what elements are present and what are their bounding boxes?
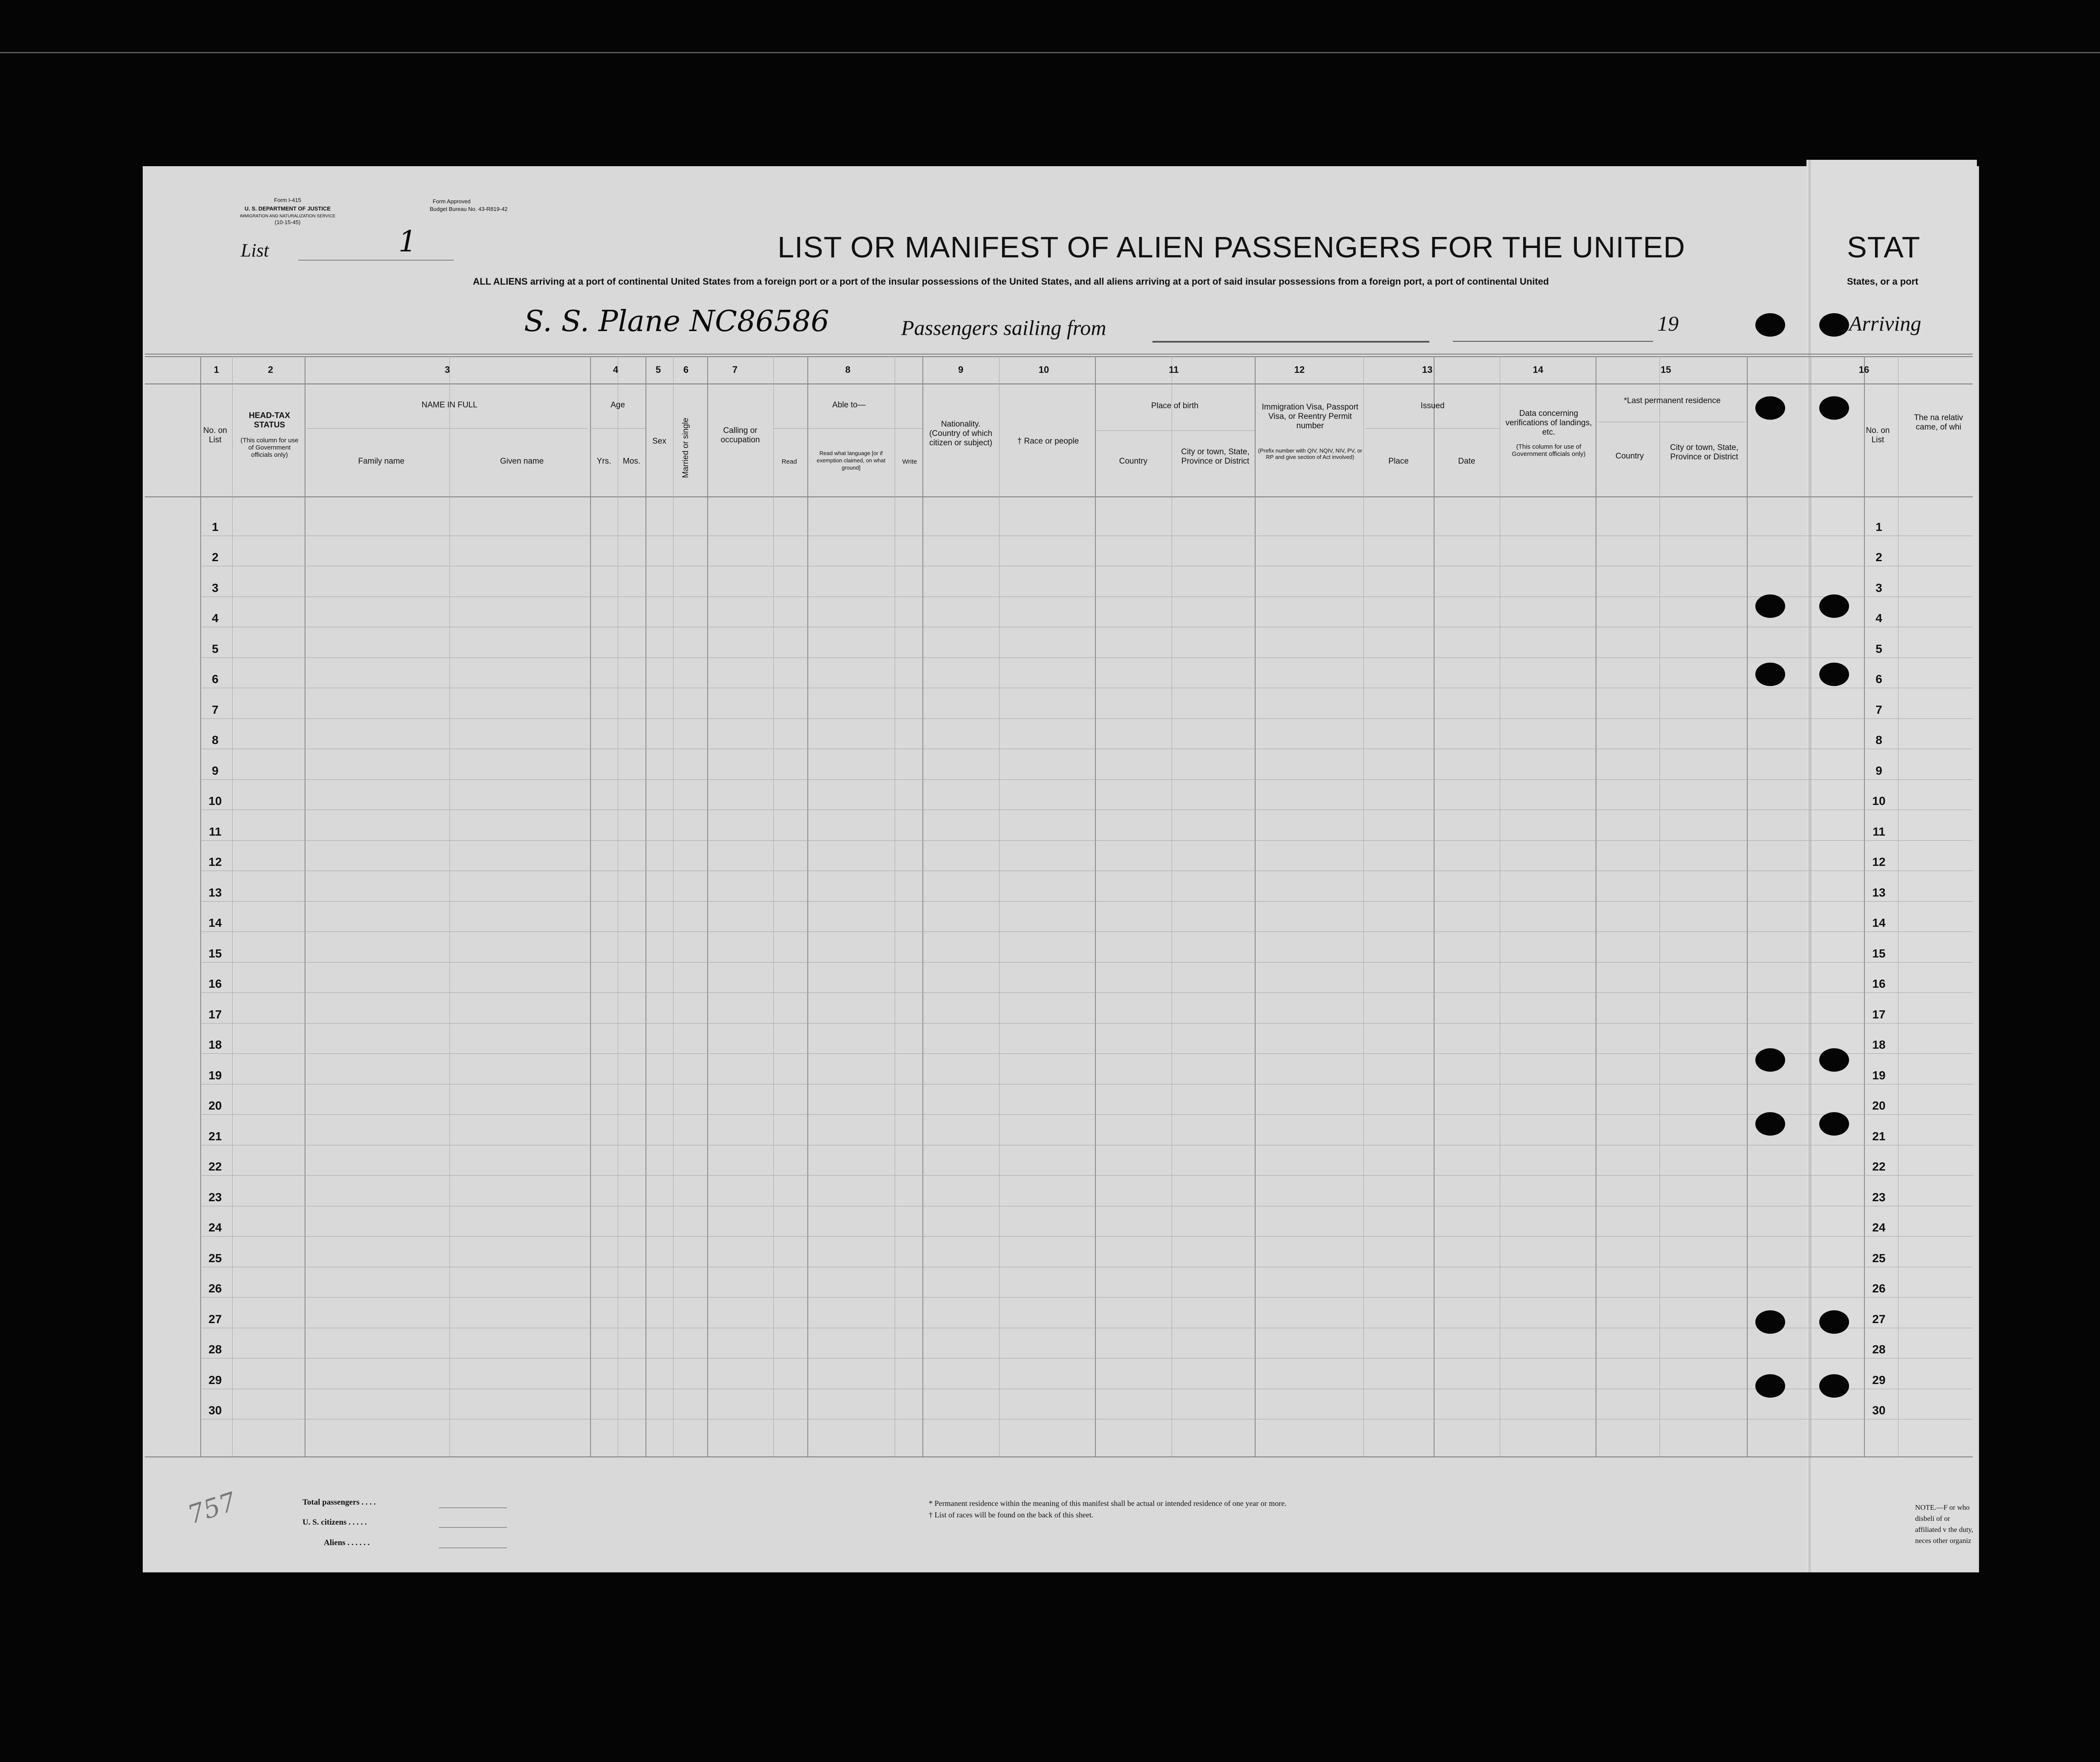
row-number-right: 24: [1872, 1221, 1886, 1234]
punch-hole: [1755, 313, 1785, 337]
row-number-right: 30: [1872, 1404, 1886, 1417]
row-rule: [200, 1175, 1973, 1176]
punch-hole: [1755, 396, 1785, 420]
column-number: 10: [1038, 364, 1049, 375]
column-rule: [1747, 356, 1748, 1456]
row-number-left: 27: [208, 1312, 222, 1326]
punch-hole: [1819, 594, 1849, 618]
row-number-left: 25: [208, 1251, 222, 1265]
column-number: 13: [1422, 364, 1433, 375]
row-number-left: 5: [212, 642, 219, 655]
header-bottom-rule: [145, 496, 1973, 497]
margin-number: 757: [184, 1487, 240, 1530]
header-calling: Calling or occupation: [720, 426, 760, 444]
column-rule: [1434, 356, 1435, 1456]
row-number-right: 20: [1872, 1099, 1886, 1112]
row-number-left: 29: [208, 1373, 222, 1387]
header-write: Write: [902, 458, 917, 465]
row-number-left: 8: [212, 733, 219, 747]
column-rule: [922, 356, 923, 1456]
row-rule: [200, 962, 1973, 963]
punch-hole: [1755, 1112, 1785, 1136]
header-age: Age: [611, 401, 625, 409]
column-number: 3: [444, 364, 450, 375]
row-number-left: 17: [208, 1007, 222, 1021]
header-place-of-birth: Place of birth: [1151, 401, 1198, 410]
row-number-right: 4: [1875, 611, 1882, 625]
row-number-left: 9: [212, 764, 219, 777]
row-number-right: 23: [1872, 1190, 1886, 1204]
column-number: 9: [958, 364, 964, 375]
row-number-left: 12: [208, 855, 222, 868]
punch-hole: [1755, 1310, 1785, 1334]
continuation-sheet: [1806, 160, 1977, 1572]
row-number-left: 21: [208, 1129, 222, 1143]
row-number-left: 20: [208, 1099, 222, 1112]
row-number-right: 11: [1872, 825, 1885, 838]
column-number: 14: [1533, 364, 1544, 375]
row-number-right: 28: [1872, 1343, 1886, 1356]
issued-sub-rule: [1365, 428, 1500, 429]
row-number-right: 21: [1872, 1129, 1886, 1143]
row-number-right: 3: [1875, 581, 1882, 594]
row-number-right: 14: [1872, 916, 1886, 929]
column-number: 4: [613, 364, 619, 375]
punch-hole: [1819, 1112, 1849, 1136]
header-city: City or town, State, Province or District: [1181, 447, 1250, 466]
column-rule: [232, 356, 233, 1456]
header-city-2: City or town, State, Province or District: [1670, 443, 1739, 461]
row-number-left: 14: [208, 916, 222, 929]
header-visa: Immigration Visa, Passport Visa, or Reentry Permit number: [1262, 403, 1359, 430]
row-number-left: 3: [212, 581, 219, 594]
row-number-left: 22: [208, 1160, 222, 1173]
header-married-single: Married or single: [681, 418, 690, 478]
row-number-right: 8: [1875, 733, 1882, 747]
row-rule: [200, 840, 1973, 841]
row-number-left: 4: [212, 611, 219, 625]
header-family-name: Family name: [358, 457, 405, 466]
column-rule: [645, 356, 646, 1456]
header-last-residence: *Last permanent residence: [1624, 396, 1721, 405]
column-rule: [449, 356, 450, 1456]
header-read: Read: [781, 458, 797, 465]
header-name-in-full: NAME IN FULL: [421, 401, 478, 409]
header-place: Place: [1388, 457, 1409, 466]
scan-edge-line: [0, 52, 2100, 53]
header-race: † Race or people: [1017, 437, 1079, 446]
column-number: 1: [213, 364, 219, 375]
row-number-right: 29: [1872, 1373, 1886, 1387]
column-rule: [773, 356, 774, 1456]
header-mos: Mos.: [622, 457, 641, 466]
row-number-right: 1: [1875, 520, 1882, 534]
column-rule: [1864, 356, 1865, 1456]
header-date: Date: [1458, 457, 1475, 466]
manifest-subtitle: ALL ALIENS arriving at a port of continental United States from a foreign port or a port of the insular possessions of the United States, and all aliens arriving at a port of said insular possessions from a foreign port, a port of continental United: [473, 276, 1549, 287]
header-issued: Issued: [1420, 401, 1445, 410]
row-number-left: 11: [209, 825, 222, 838]
column-rule: [707, 356, 708, 1456]
form-id: Form I-415: [274, 197, 301, 203]
column-rule: [807, 356, 808, 1456]
year-prefix: 19: [1657, 311, 1679, 335]
us-citizens-label: U. S. citizens . . . . .: [302, 1518, 367, 1527]
row-number-right: 25: [1872, 1251, 1886, 1265]
punch-hole: [1755, 1048, 1785, 1072]
manifest-sheet: [143, 166, 1979, 1572]
age-sub-rule: [590, 428, 645, 429]
column-rule: [1095, 356, 1096, 1456]
row-number-left: 13: [208, 885, 222, 899]
row-number-right: 26: [1872, 1282, 1886, 1295]
list-number: 1: [398, 225, 417, 259]
row-rule: [200, 779, 1973, 780]
header-country-2: Country: [1615, 452, 1644, 461]
column-rule: [1659, 356, 1660, 1456]
manifest-subtitle-continued: States, or a port: [1847, 276, 1919, 287]
table-bottom-rule: [145, 1456, 1973, 1457]
row-number-right: 5: [1875, 642, 1882, 655]
header-visa-note: (Prefix number with QIV, NQIV, NIV, PV, or RP and give section of Act involved): [1258, 447, 1363, 460]
punch-hole: [1819, 313, 1849, 337]
column-number: 15: [1660, 364, 1671, 375]
column-number: 12: [1294, 364, 1305, 375]
header-able-to: Able to—: [832, 401, 866, 409]
row-rule: [200, 718, 1973, 719]
department: U. S. DEPARTMENT OF JUSTICE: [245, 205, 331, 212]
column-rule: [200, 356, 201, 1456]
punch-hole: [1819, 1374, 1849, 1398]
column-rule: [999, 356, 1000, 1456]
row-number-left: 28: [208, 1343, 222, 1356]
row-number-left: 19: [208, 1068, 222, 1082]
birth-sub-rule: [1095, 430, 1255, 431]
header-yrs: Yrs.: [596, 457, 611, 466]
row-number-right: 15: [1872, 946, 1886, 960]
row-number-left: 10: [208, 794, 222, 807]
column-number: 5: [655, 364, 661, 375]
column-rule: [590, 356, 591, 1456]
row-number-left: 15: [208, 946, 222, 960]
row-number-right: 2: [1875, 551, 1882, 564]
header-data-note: (This column for use of Government officials only): [1512, 443, 1586, 458]
punch-hole: [1819, 663, 1849, 686]
row-number-left: 26: [208, 1282, 222, 1295]
column-number: 11: [1169, 364, 1179, 375]
column-rule: [673, 356, 674, 1456]
header-head-tax-note: (This column for use of Government officials only): [240, 437, 299, 459]
header-data-concerning: Data concerning verifications of landings, etc.: [1505, 409, 1592, 437]
header-no-on-list: No. on List: [203, 426, 227, 444]
row-rule: [200, 1053, 1973, 1054]
row-number-left: 1: [212, 520, 219, 534]
header-sex: Sex: [652, 437, 666, 446]
header-nationality: Nationality. (Country of which citizen or subject): [929, 420, 992, 447]
punch-hole: [1755, 663, 1785, 686]
name-sub-rule: [307, 428, 588, 429]
punch-hole: [1819, 396, 1849, 420]
column-number: 2: [268, 364, 274, 375]
punch-hole: [1755, 594, 1785, 618]
header-country: Country: [1119, 457, 1148, 466]
form-date: (10-15-45): [274, 219, 301, 225]
row-number-right: 22: [1872, 1160, 1886, 1173]
row-rule: [200, 1236, 1973, 1237]
table-top-rule: [145, 354, 1973, 355]
sailing-from-label: Passengers sailing from: [901, 316, 1106, 340]
column-rule: [1363, 356, 1364, 1456]
header-head-tax: HEAD-TAX STATUS: [249, 411, 290, 430]
row-rule: [200, 1114, 1973, 1115]
arriving-label: Arriving: [1849, 311, 1921, 335]
row-number-right: 6: [1875, 672, 1882, 686]
able-sub-rule: [773, 428, 922, 429]
punch-hole: [1819, 1310, 1849, 1334]
row-number-right: 16: [1872, 977, 1886, 990]
footnote-races: † List of races will be found on the back of this sheet.: [929, 1511, 1094, 1519]
row-number-left: 24: [208, 1221, 222, 1234]
column-rule: [1255, 356, 1256, 1456]
row-rule: [200, 901, 1973, 902]
vessel-name: S. S. Plane NC86586: [524, 305, 830, 338]
punch-hole: [1755, 1374, 1785, 1398]
row-number-right: 9: [1875, 764, 1882, 777]
service: IMMIGRATION AND NATURALIZATION SERVICE: [239, 214, 336, 219]
row-number-left: 30: [208, 1404, 222, 1417]
header-given-name: Given name: [500, 457, 544, 466]
row-number-right: 19: [1872, 1068, 1886, 1082]
row-number-right: 13: [1872, 885, 1886, 899]
footnote-residence: * Permanent residence within the meaning of this manifest shall be actual or intended residence of one year or more.: [929, 1499, 1287, 1508]
total-passengers-label: Total passengers . . . .: [302, 1498, 376, 1507]
row-number-right: 7: [1875, 703, 1882, 716]
row-number-left: 7: [212, 703, 219, 716]
manifest-title: LIST OR MANIFEST OF ALIEN PASSENGERS FOR THE UNITED: [778, 231, 1685, 264]
approval-line-2: Budget Bureau No. 43-R819-42: [429, 206, 508, 212]
row-rule: [200, 931, 1973, 932]
header-right-partial: The na relativ came, of whi: [1914, 413, 1963, 432]
row-number-left: 23: [208, 1190, 222, 1204]
row-number-left: 2: [212, 551, 219, 564]
column-number: 16: [1858, 364, 1870, 375]
column-number: 6: [683, 364, 689, 375]
row-rule: [200, 1023, 1973, 1024]
row-rule: [200, 1297, 1973, 1298]
sailing-from-line: [1152, 341, 1429, 343]
table-top-rule-2: [145, 356, 1973, 357]
row-number-right: 10: [1872, 794, 1886, 807]
right-note: NOTE.—F or who disbeli of or affiliated v the duty, neces other organiz: [1915, 1503, 1973, 1545]
column-number: 7: [732, 364, 738, 375]
sailing-date-line: [1453, 341, 1653, 342]
punch-hole: [1819, 1048, 1849, 1072]
header-read-language: Read what language [or if exemption claimed, on what ground]: [816, 450, 886, 471]
row-number-left: 6: [212, 672, 219, 686]
approval-line-1: Form Approved: [432, 198, 471, 205]
row-number-right: 17: [1872, 1007, 1886, 1021]
header-no-on-list-2: No. on List: [1866, 426, 1890, 444]
us-citizens-line: [439, 1527, 507, 1528]
row-number-right: 27: [1872, 1312, 1886, 1326]
row-number-right: 12: [1872, 855, 1886, 868]
aliens-label: Aliens . . . . . .: [324, 1538, 370, 1547]
row-number-left: 16: [208, 977, 222, 990]
manifest-title-continued: STAT: [1847, 231, 1921, 264]
row-rule: [200, 992, 1973, 993]
row-number-left: 18: [208, 1038, 222, 1051]
row-number-right: 18: [1872, 1038, 1886, 1051]
list-label: List: [241, 240, 269, 261]
column-number: 8: [845, 364, 851, 375]
